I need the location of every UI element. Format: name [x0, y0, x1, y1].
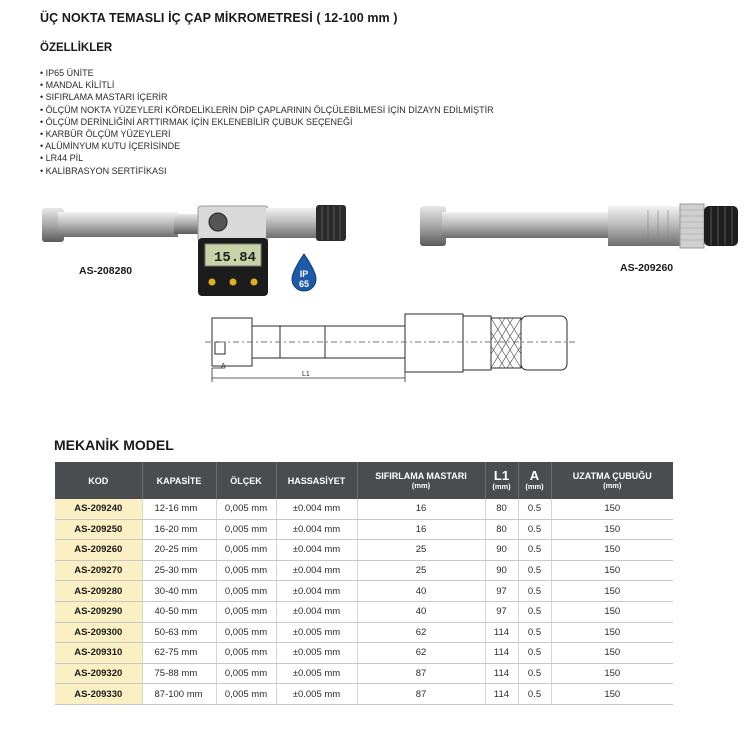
cell-master: 16 [357, 499, 485, 519]
analog-micrometer-image [418, 198, 744, 260]
feature-item: • ALÜMİNYUM KUTU İÇERİSİNDE [40, 140, 494, 152]
ip-text-top: IP [299, 269, 309, 279]
cell-accuracy: ±0.005 mm [276, 622, 357, 643]
header-kod: KOD [55, 462, 142, 499]
feature-item: • KALİBRASYON SERTİFİKASI [40, 165, 494, 177]
cell-capacity: 30-40 mm [142, 581, 216, 602]
header-uzatma [551, 462, 673, 499]
cell-master: 40 [357, 601, 485, 622]
cell-capacity: 87-100 mm [142, 684, 216, 705]
cell-scale: 0,005 mm [216, 663, 276, 684]
header-kapasite: KAPASİTE [142, 462, 216, 499]
cell-accuracy: ±0.004 mm [276, 560, 357, 581]
header-mastar [357, 462, 485, 499]
technical-drawing [205, 306, 580, 384]
header-mastar-label: SIFIRLAMA MASTARI [375, 470, 467, 481]
cell-code: AS-209330 [55, 684, 142, 705]
cell-l1: 114 [485, 663, 518, 684]
cell-a: 0.5 [518, 684, 551, 705]
cell-capacity: 50-63 mm [142, 622, 216, 643]
table-header-row [55, 462, 673, 499]
cell-a: 0.5 [518, 601, 551, 622]
cell-code: AS-209270 [55, 560, 142, 581]
feature-item: • IP65 ÜNİTE [40, 67, 494, 79]
header-a-unit: (mm) [525, 482, 544, 491]
table-row [55, 581, 673, 602]
feature-item: • ÖLÇÜM DERİNLİĞİNİ ARTTIRMAK İÇİN EKLENEBİLİR ÇUBUK SEÇENEĞİ [40, 116, 494, 128]
cell-master: 62 [357, 643, 485, 664]
cell-accuracy: ±0.005 mm [276, 663, 357, 684]
table-row [55, 499, 673, 519]
features-list [40, 67, 494, 177]
table-row [55, 622, 673, 643]
ip-text-bottom: 65 [298, 279, 310, 289]
cell-capacity: 62-75 mm [142, 643, 216, 664]
cell-capacity: 12-16 mm [142, 499, 216, 519]
cell-a: 0.5 [518, 499, 551, 519]
cell-extension: 150 [551, 581, 673, 602]
cell-capacity: 20-25 mm [142, 540, 216, 561]
features-heading: ÖZELLİKLER [40, 42, 113, 54]
digital-model-label: AS-208280 [79, 265, 133, 277]
cell-accuracy: ±0.004 mm [276, 581, 357, 602]
cell-extension: 150 [551, 684, 673, 705]
table-row [55, 684, 673, 705]
table-row [55, 601, 673, 622]
table-row [55, 519, 673, 540]
cell-master: 25 [357, 560, 485, 581]
cell-code: AS-209240 [55, 499, 142, 519]
dimension-l1-label: L1 [302, 371, 310, 378]
cell-master: 16 [357, 519, 485, 540]
cell-extension: 150 [551, 663, 673, 684]
cell-code: AS-209280 [55, 581, 142, 602]
cell-extension: 150 [551, 560, 673, 581]
cell-l1: 114 [485, 684, 518, 705]
cell-l1: 90 [485, 540, 518, 561]
cell-capacity: 40-50 mm [142, 601, 216, 622]
cell-accuracy: ±0.004 mm [276, 601, 357, 622]
cell-a: 0.5 [518, 540, 551, 561]
feature-item: • SIFIRLAMA MASTARI İÇERİR [40, 91, 494, 103]
table-row [55, 540, 673, 561]
cell-scale: 0,005 mm [216, 581, 276, 602]
cell-l1: 97 [485, 601, 518, 622]
feature-item: • ÖLÇÜM NOKTA YÜZEYLERİ KÖRDELİKLERİN DİP ÇAPLARININ ÖLÇÜLEBİLMESİ İÇİN DİZAYN EDİLMİŞTİR [40, 104, 494, 116]
header-l1-unit: (mm) [492, 482, 511, 491]
cell-scale: 0,005 mm [216, 684, 276, 705]
cell-scale: 0,005 mm [216, 601, 276, 622]
cell-master: 40 [357, 581, 485, 602]
cell-l1: 97 [485, 581, 518, 602]
header-hassasiyet: HASSASİYET [276, 462, 357, 499]
cell-code: AS-209250 [55, 519, 142, 540]
cell-a: 0.5 [518, 519, 551, 540]
cell-capacity: 75-88 mm [142, 663, 216, 684]
cell-extension: 150 [551, 499, 673, 519]
cell-scale: 0,005 mm [216, 560, 276, 581]
cell-a: 0.5 [518, 622, 551, 643]
cell-a: 0.5 [518, 643, 551, 664]
cell-extension: 150 [551, 643, 673, 664]
ip65-drop-icon [291, 253, 317, 293]
header-olcek: ÖLÇEK [216, 462, 276, 499]
cell-accuracy: ±0.005 mm [276, 643, 357, 664]
lcd-readout: 15.84 [213, 250, 256, 266]
feature-item: • LR44 PİL [40, 152, 494, 164]
cell-l1: 90 [485, 560, 518, 581]
cell-l1: 114 [485, 622, 518, 643]
cell-extension: 150 [551, 519, 673, 540]
cell-master: 87 [357, 684, 485, 705]
header-mastar-unit: (mm) [411, 480, 431, 490]
header-uzatma-label: UZATMA ÇUBUĞU [572, 470, 652, 481]
analog-model-label: AS-209260 [620, 262, 674, 274]
header-l1 [485, 462, 518, 499]
page-title: ÜÇ NOKTA TEMASLI İÇ ÇAP MİKROMETRESİ ( 12-100 mm ) [40, 11, 398, 25]
cell-extension: 150 [551, 601, 673, 622]
cell-code: AS-209260 [55, 540, 142, 561]
table-row [55, 560, 673, 581]
cell-l1: 114 [485, 643, 518, 664]
header-uzatma-unit: (mm) [603, 480, 622, 490]
cell-accuracy: ±0.005 mm [276, 684, 357, 705]
table-row [55, 643, 673, 664]
cell-extension: 150 [551, 540, 673, 561]
cell-master: 62 [357, 622, 485, 643]
cell-code: AS-209290 [55, 601, 142, 622]
section-title: MEKANİK MODEL [54, 437, 174, 453]
cell-capacity: 25-30 mm [142, 560, 216, 581]
cell-code: AS-209300 [55, 622, 142, 643]
header-a [518, 462, 551, 499]
cell-l1: 80 [485, 519, 518, 540]
cell-scale: 0,005 mm [216, 499, 276, 519]
cell-accuracy: ±0.004 mm [276, 519, 357, 540]
cell-accuracy: ±0.004 mm [276, 499, 357, 519]
cell-master: 25 [357, 540, 485, 561]
cell-extension: 150 [551, 622, 673, 643]
cell-master: 87 [357, 663, 485, 684]
cell-accuracy: ±0.004 mm [276, 540, 357, 561]
feature-item: • MANDAL KİLİTLİ [40, 79, 494, 91]
cell-scale: 0,005 mm [216, 519, 276, 540]
table-row [55, 663, 673, 684]
dimension-a-label: A [221, 363, 226, 370]
cell-code: AS-209310 [55, 643, 142, 664]
header-l1-label: L1 [493, 468, 510, 483]
cell-a: 0.5 [518, 560, 551, 581]
specs-table [55, 462, 673, 705]
cell-scale: 0,005 mm [216, 643, 276, 664]
cell-l1: 80 [485, 499, 518, 519]
cell-a: 0.5 [518, 581, 551, 602]
cell-scale: 0,005 mm [216, 622, 276, 643]
cell-capacity: 16-20 mm [142, 519, 216, 540]
header-a-label: A [529, 468, 540, 483]
cell-code: AS-209320 [55, 663, 142, 684]
cell-a: 0.5 [518, 663, 551, 684]
feature-item: • KARBÜR ÖLÇÜM YÜZEYLERİ [40, 128, 494, 140]
cell-scale: 0,005 mm [216, 540, 276, 561]
